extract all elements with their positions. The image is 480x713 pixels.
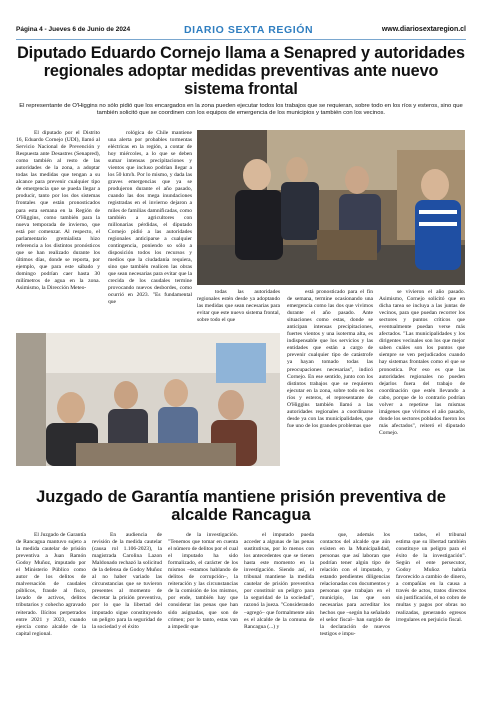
article1-column-1 [16, 130, 100, 330]
article2-column-1 [16, 532, 86, 702]
article2-headline: Juzgado de Garantía mantiene prisión preventiva de alcalde Rancagua [36, 488, 446, 524]
article1-col5-text: se vivieron el año pasado. Asimismo, Cornejo solicitó que en dicha tarea se incluya a las juntas de vecinos, para que puedan recorrer los sectores y puntos críticos que eventualmente puedan verse más afectados. "Las municipalidades y los dirigentes vecinales son los que mejor saben cuáles son los puntos que siempre se ven perjudicados cuando hay sistemas frontales como el que se pronostica. Por eso es que las autoridades regionales no pueden dejarlos fuera del trabajo de coordinación que estén llevando a cabo, porque de lo contrario podrían volver a repetirse las mismas imágenes que vivimos el año pasado, donde los sectores poblados fueron los más afectados", reiteró el diputado Cornejo. [379, 289, 465, 436]
article1-column-4 [287, 289, 373, 469]
article2-col4-text: el imputado pueda acceder a algunas de las penas sustitutivas, por lo menos con los antecedentes que se tienen hasta este momento en la investigación. Siendo así, el tribunal mantiene la medida cautelar de prisión preventiva por constituir un peligro para la seguridad de la sociedad", razonó la jueza. "Considerando –agregó– que formalmente aún es el alcalde de la comuna de Rancagua (...) y [244, 532, 314, 630]
article1-col4-text: está pronosticado para el fin de semana, termine ocasionando una emergencia como las dos que vivimos durante el año pasado. Ante situaciones como estas, donde se anticipan intensas precipitaciones, fuertes vientos y una isoterma alta, es indispensable que los servicios y las entidades que están a cargo de prevenir cualquier tipo de catástrofe ya hayan tomado todas las preocupaciones necesarias", indicó Cornejo. En ese sentido, junto con los distintos trabajos que se requieren ejecutar en la zona, sobre todo en los ríos y esteros, el representante de O'Higgins también llamó a las autoridades regionales a coordinarse desde ya con las municipalidades, que fue uno de los grandes problemas que [287, 289, 373, 429]
article2-column-4 [244, 532, 314, 702]
article1-column-5 [379, 289, 465, 469]
page-date: Página 4 - Jueves 6 de Junio de 2024 [16, 26, 131, 33]
article2-col6-text: tados, el tribunal estima que su libertad también constituye un peligro para el éxito de la investigación". Según el ente persecutor, Godoy Muñoz habría favorecido a cambio de dinero, a compañías en la causa a través de actos, tratos directos sin justificación, el no cobro de multas y pagos por obras no realizadas, generando egresos irregulares en perjuicio fiscal. [396, 532, 466, 623]
article2-column-6 [396, 532, 466, 702]
article2-column-3 [168, 532, 238, 702]
website-link[interactable]: www.diariosextaregion.cl [381, 26, 466, 33]
article1-headline: Diputado Eduardo Cornejo llama a Senapred y autoridades regionales adoptar medidas preventivas ante nuevo sistema frontal [17, 44, 465, 98]
page-header [16, 26, 466, 40]
article1-col3-text: todas las autoridades regionales estén desde ya adoptando las medidas que sean necesarias para evitar que este nuevo sistema frontal, sobre todo el que [197, 289, 280, 324]
article1-deck: El representante de O'Higgins no sólo pidió que los encargados en la zona pueden ejecutar todos los trabajos que se requieran, sobre todo en los ríos y esteros, sino que también solicitó que se coordinen con los equipos de emergencia de los municipios y también con los vecinos. [19, 103, 463, 117]
article2-col3-text: de la investigación. "Tenemos que tomar en cuenta el número de delitos por el cual el imputado ha sido formalizado, el carácter de los mismos –estamos hablando de delitos de corrupción–, la reiteración y las circunstancias de la comisión de los mismos, por ende, también hay que considerar las penas que han sido asignadas, que son de crimen; por lo tanto, estas van a impedir que [168, 532, 238, 630]
article1-column-3 [197, 289, 280, 331]
newspaper-name: DIARIO SEXTA REGIÓN [184, 24, 314, 36]
article2-col2-text: En audiencia de revisión de la medida cautelar (causa rol 1.106-2023), la magistrada Carolina Lazon Maldonado rechazó la solicitud de la defensa de Godoy Muñoz al no haber variado las circunstancias que se tuvieron presentes al momento de decretar la prisión preventiva, por lo que la libertad del imputado sigue constituyendo un peligro para la seguridad de la sociedad y el éxito [92, 532, 162, 630]
photo-meeting-with-residents [16, 333, 280, 466]
article1-col1-text: El diputado por el Distrito 16, Eduardo Cornejo (UDI), llamó al Servicio Nacional de Prevención y Respuesta ante Desastres (Senapred), como también al resto de las autoridades de la zona, a adoptar todas las medidas que tengan a su alcance para prevenir cualquier tipo de emergencia que se pueda llegar a producir, tanto por los dos sistemas frontales que están pronosticados para esta semana en la Región de O'Higgins, como también para la nueva temporada de invierno, que está por comenzar. Al respecto, el parlamentario gremialista hizo referencia a los distintos pronósticos que se han realizado durante los últimos días, donde se reporta, por ejemplo, que para este sábado y domingo podrían caer hasta 30 milímetros de agua en la zona. Asimismo, la Dirección Meteo- [16, 130, 100, 292]
article2-column-5 [320, 532, 390, 702]
article2-col1-text: El Juzgado de Garantía de Rancagua mantuvo sujeto a la medida cautelar de prisión preventiva a Juan Ramón Godoy Muñoz, imputado por el Ministerio Público como autor de los delitos de malversación de caudales públicos, fraude al fisco, lavado de activos, delitos tributarios y cohecho agravado reiterado. Ilícitos perpetrados entre 2021 y 2023, cuando ejercía como alcalde de la capital regional. [16, 532, 86, 637]
article2-col5-text: que, además los contactos del alcalde que aún existen en la Municipalidad, personas que así laboran que podrían tener algún tipo de relación con el imputado, y estando pendientes diligencias relacionadas con documentos y personas que trabajan en el municipio, las que son necesarias para acreditar los hechos que –según ha señalado el señor fiscal– han surgido de la declaración de nuevos testigos e impu- [320, 532, 390, 637]
article1-column-2 [108, 130, 192, 330]
article1-col2-text: rológica de Chile mantiene una alerta por probables tormentas eléctricas en la región, a contar de hoy miércoles, a lo que se deben sumar intensas precipitaciones y vientos que incluso podrían llegar a los 50 km/h. Por lo mismo, y dada las graves emergencias que ya se produjeron durante el año pasado, cuando las dos mega inundaciones registradas en el invierno dejaron a miles de familias damnificadas, como también a agricultores con millonarias pérdidas, el diputado Cornejo pidió a las autoridades regionales anticiparse a cualquier contingencia, poniendo so sólo a disposición todos los recursos y medios que la ciudadanía requiera, sino que también realicen las obras que sean necesarias para evitar que la crecida de los caudales termine provocando nuevos desbordes, como ocurrió en 2023. "Es fundamental que [108, 130, 192, 306]
photo-diputado-with-residents [197, 130, 465, 285]
article2-column-2 [92, 532, 162, 702]
